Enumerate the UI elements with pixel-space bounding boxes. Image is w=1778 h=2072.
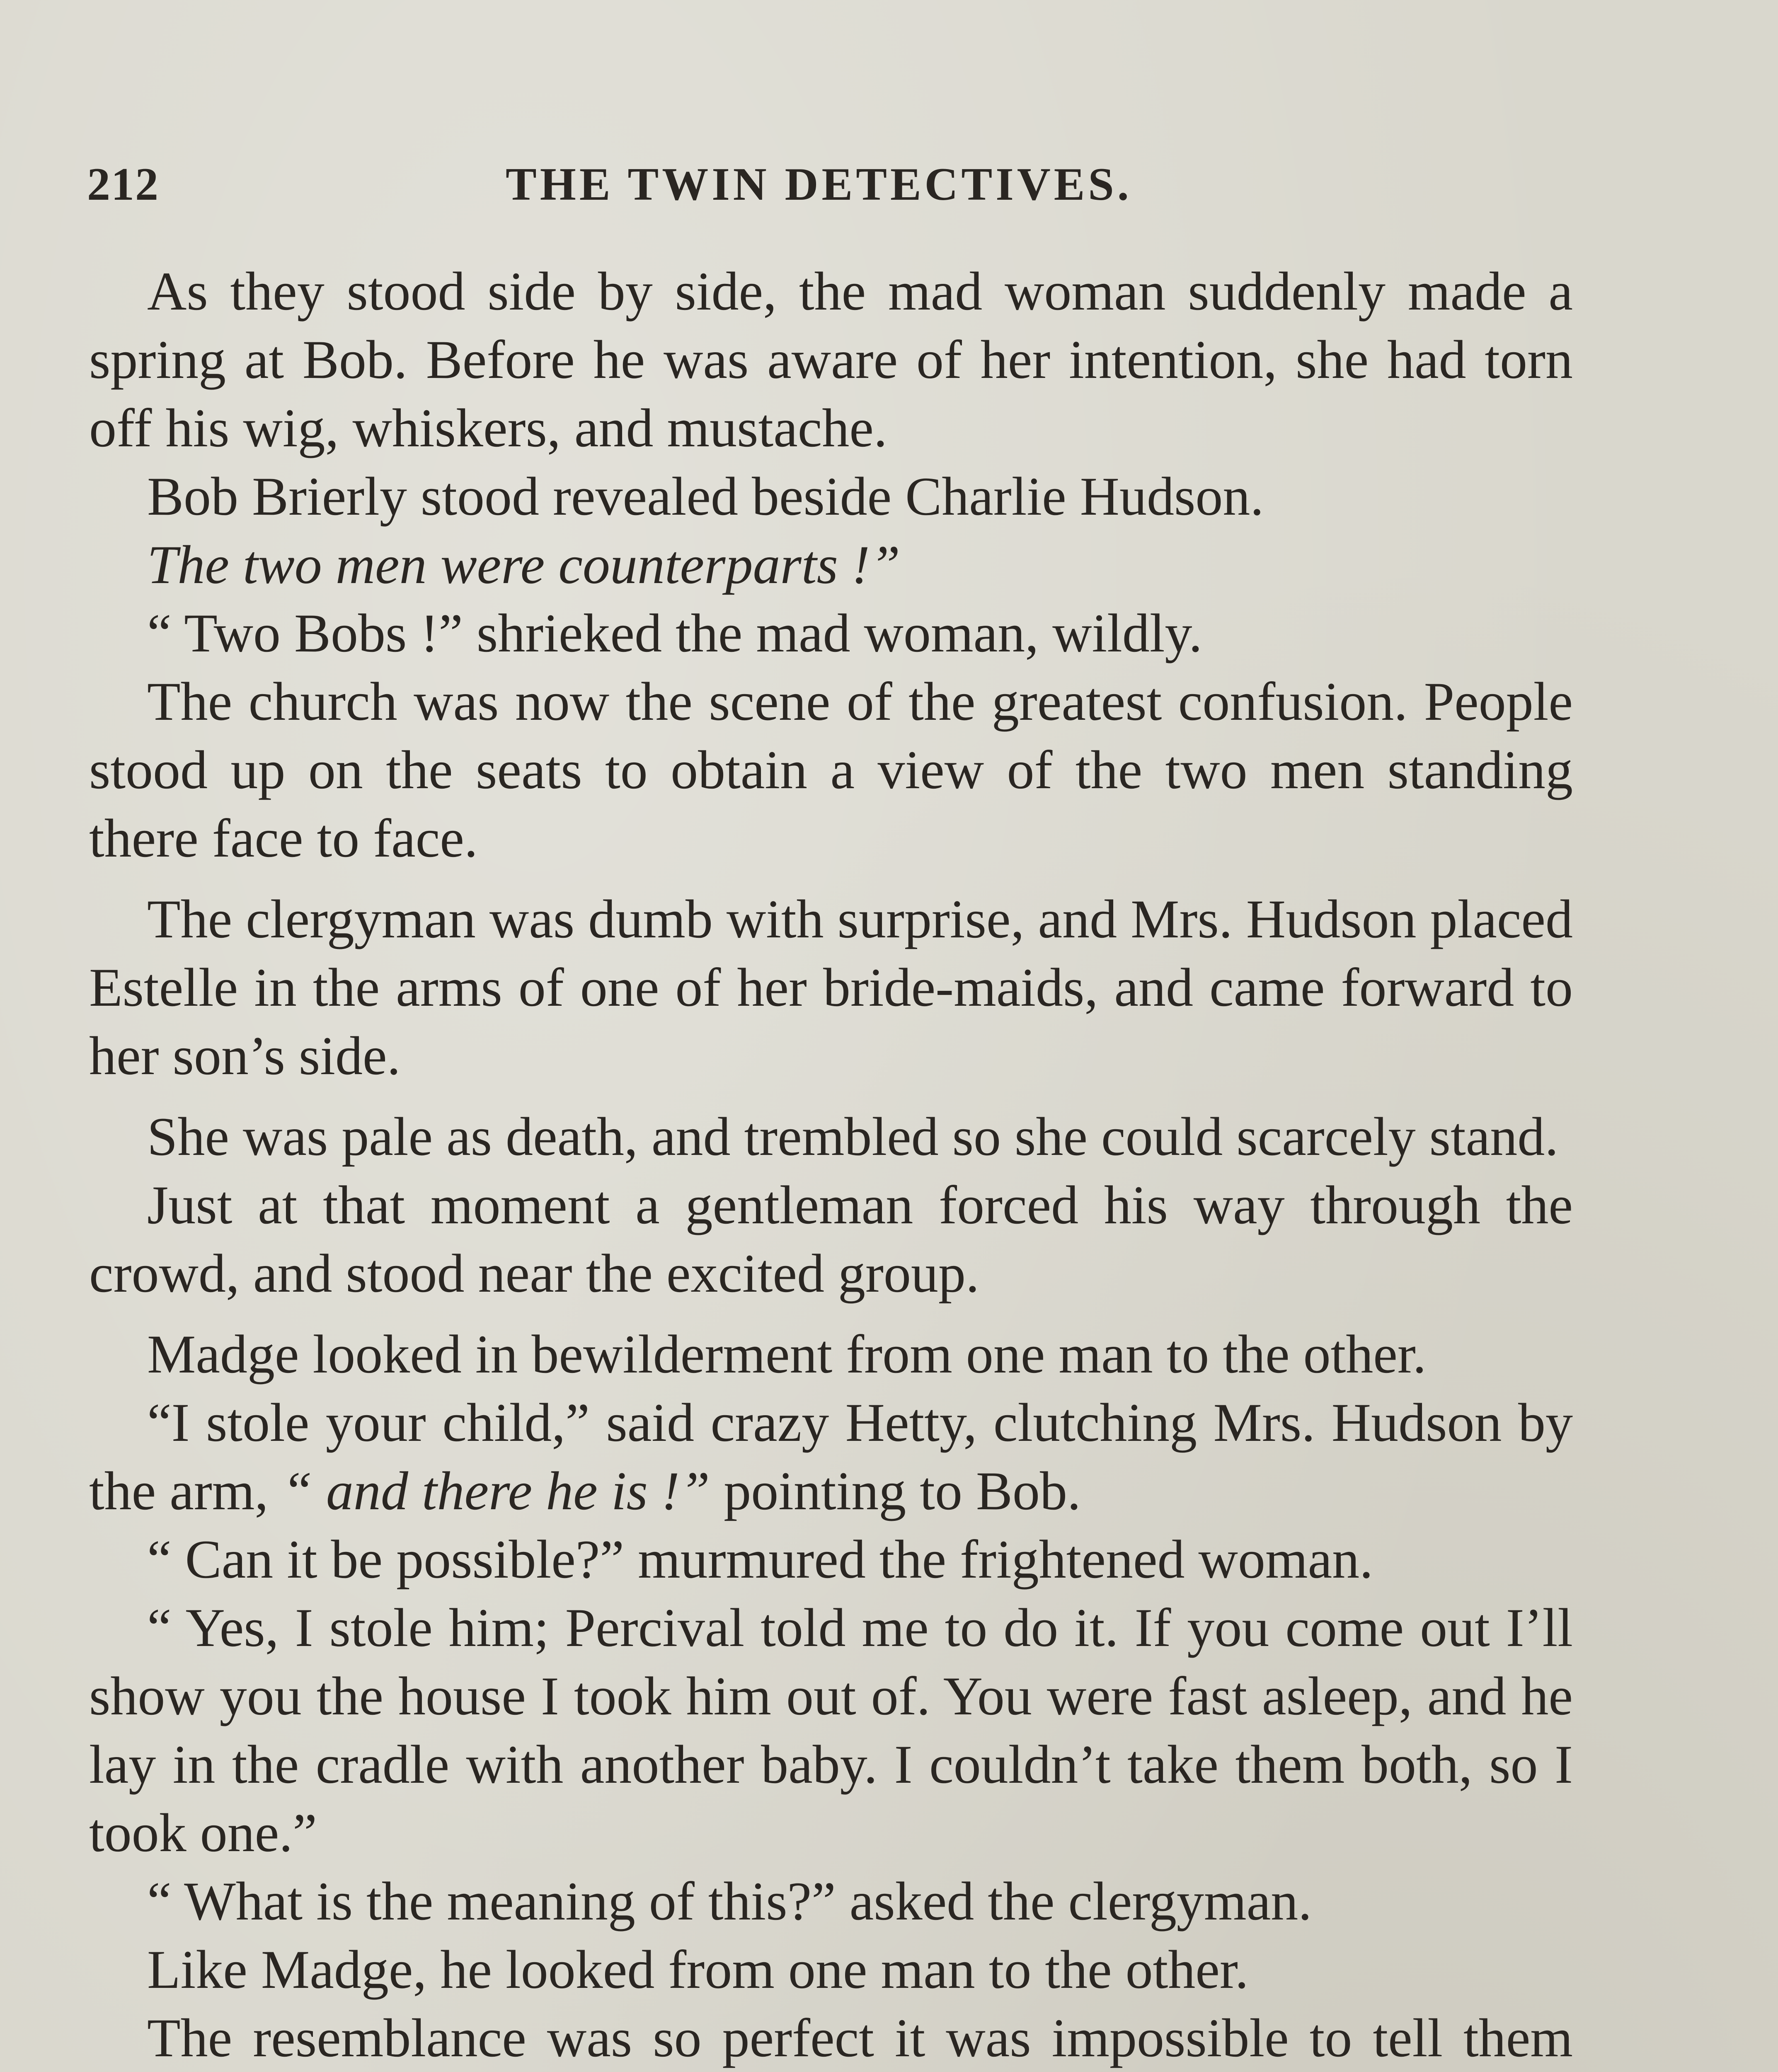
running-head: [87, 149, 1587, 220]
paragraph: As they stood side by side, the mad woman suddenly made a spring at Bob. Before he was aware of her intention, she had torn off his wig, whiskers, and mustache.: [89, 261, 1573, 458]
paragraph: Just at that moment a gentleman forced his way through the crowd, and stood near the excited group.: [89, 1174, 1573, 1304]
italic-text: The two men were counterparts !”: [147, 534, 901, 595]
paragraph: Bob Brierly stood revealed beside Charlie Hudson.: [147, 466, 1264, 527]
paragraph: “ Can it be possible?” murmured the frightened woman.: [147, 1529, 1373, 1590]
paragraph: [89, 1388, 1573, 1525]
text-run: “I stole your child,” said crazy Hetty, clutching Mrs. Hudson by the arm,: [89, 1392, 1573, 1521]
paragraph: The church was now the scene of the greatest confusion. People stood up on the seats to obtain a view of the two men standing there face to face.: [89, 671, 1573, 869]
paragraph-italic: [89, 530, 1573, 599]
text-run: pointing to Bob.: [724, 1460, 1081, 1521]
page-number: 212: [87, 159, 159, 210]
paragraph: She was pale as death, and trembled so she could scarcely stand.: [147, 1106, 1559, 1167]
paragraph: “ Yes, I stole him; Percival told me to do it. If you come out I’ll show you the house I took him out of. You were fast asleep, and he lay in the cradle with another baby. I couldn’t take them both, so I took one.”: [89, 1597, 1573, 1863]
paragraph: The clergyman was dumb with surprise, and Mrs. Hudson placed Estelle in the arms of one of her bride-maids, and came forward to her son’s side.: [89, 888, 1573, 1086]
paragraph: Madge looked in bewilderment from one man to the other.: [147, 1324, 1427, 1385]
page-text: [89, 257, 1573, 2072]
italic-text: “ and there he is !”: [282, 1460, 710, 1521]
paragraph: “ What is the meaning of this?” asked the clergyman.: [147, 1871, 1312, 1932]
paragraph: “ Two Bobs !” shrieked the mad woman, wildly.: [147, 603, 1202, 663]
paragraph: Like Madge, he looked from one man to the other.: [147, 1939, 1249, 2000]
paragraph: The resemblance was so perfect it was impossible to tell them: [147, 2007, 1573, 2068]
running-title: THE TWIN DETECTIVES.: [506, 159, 1132, 210]
